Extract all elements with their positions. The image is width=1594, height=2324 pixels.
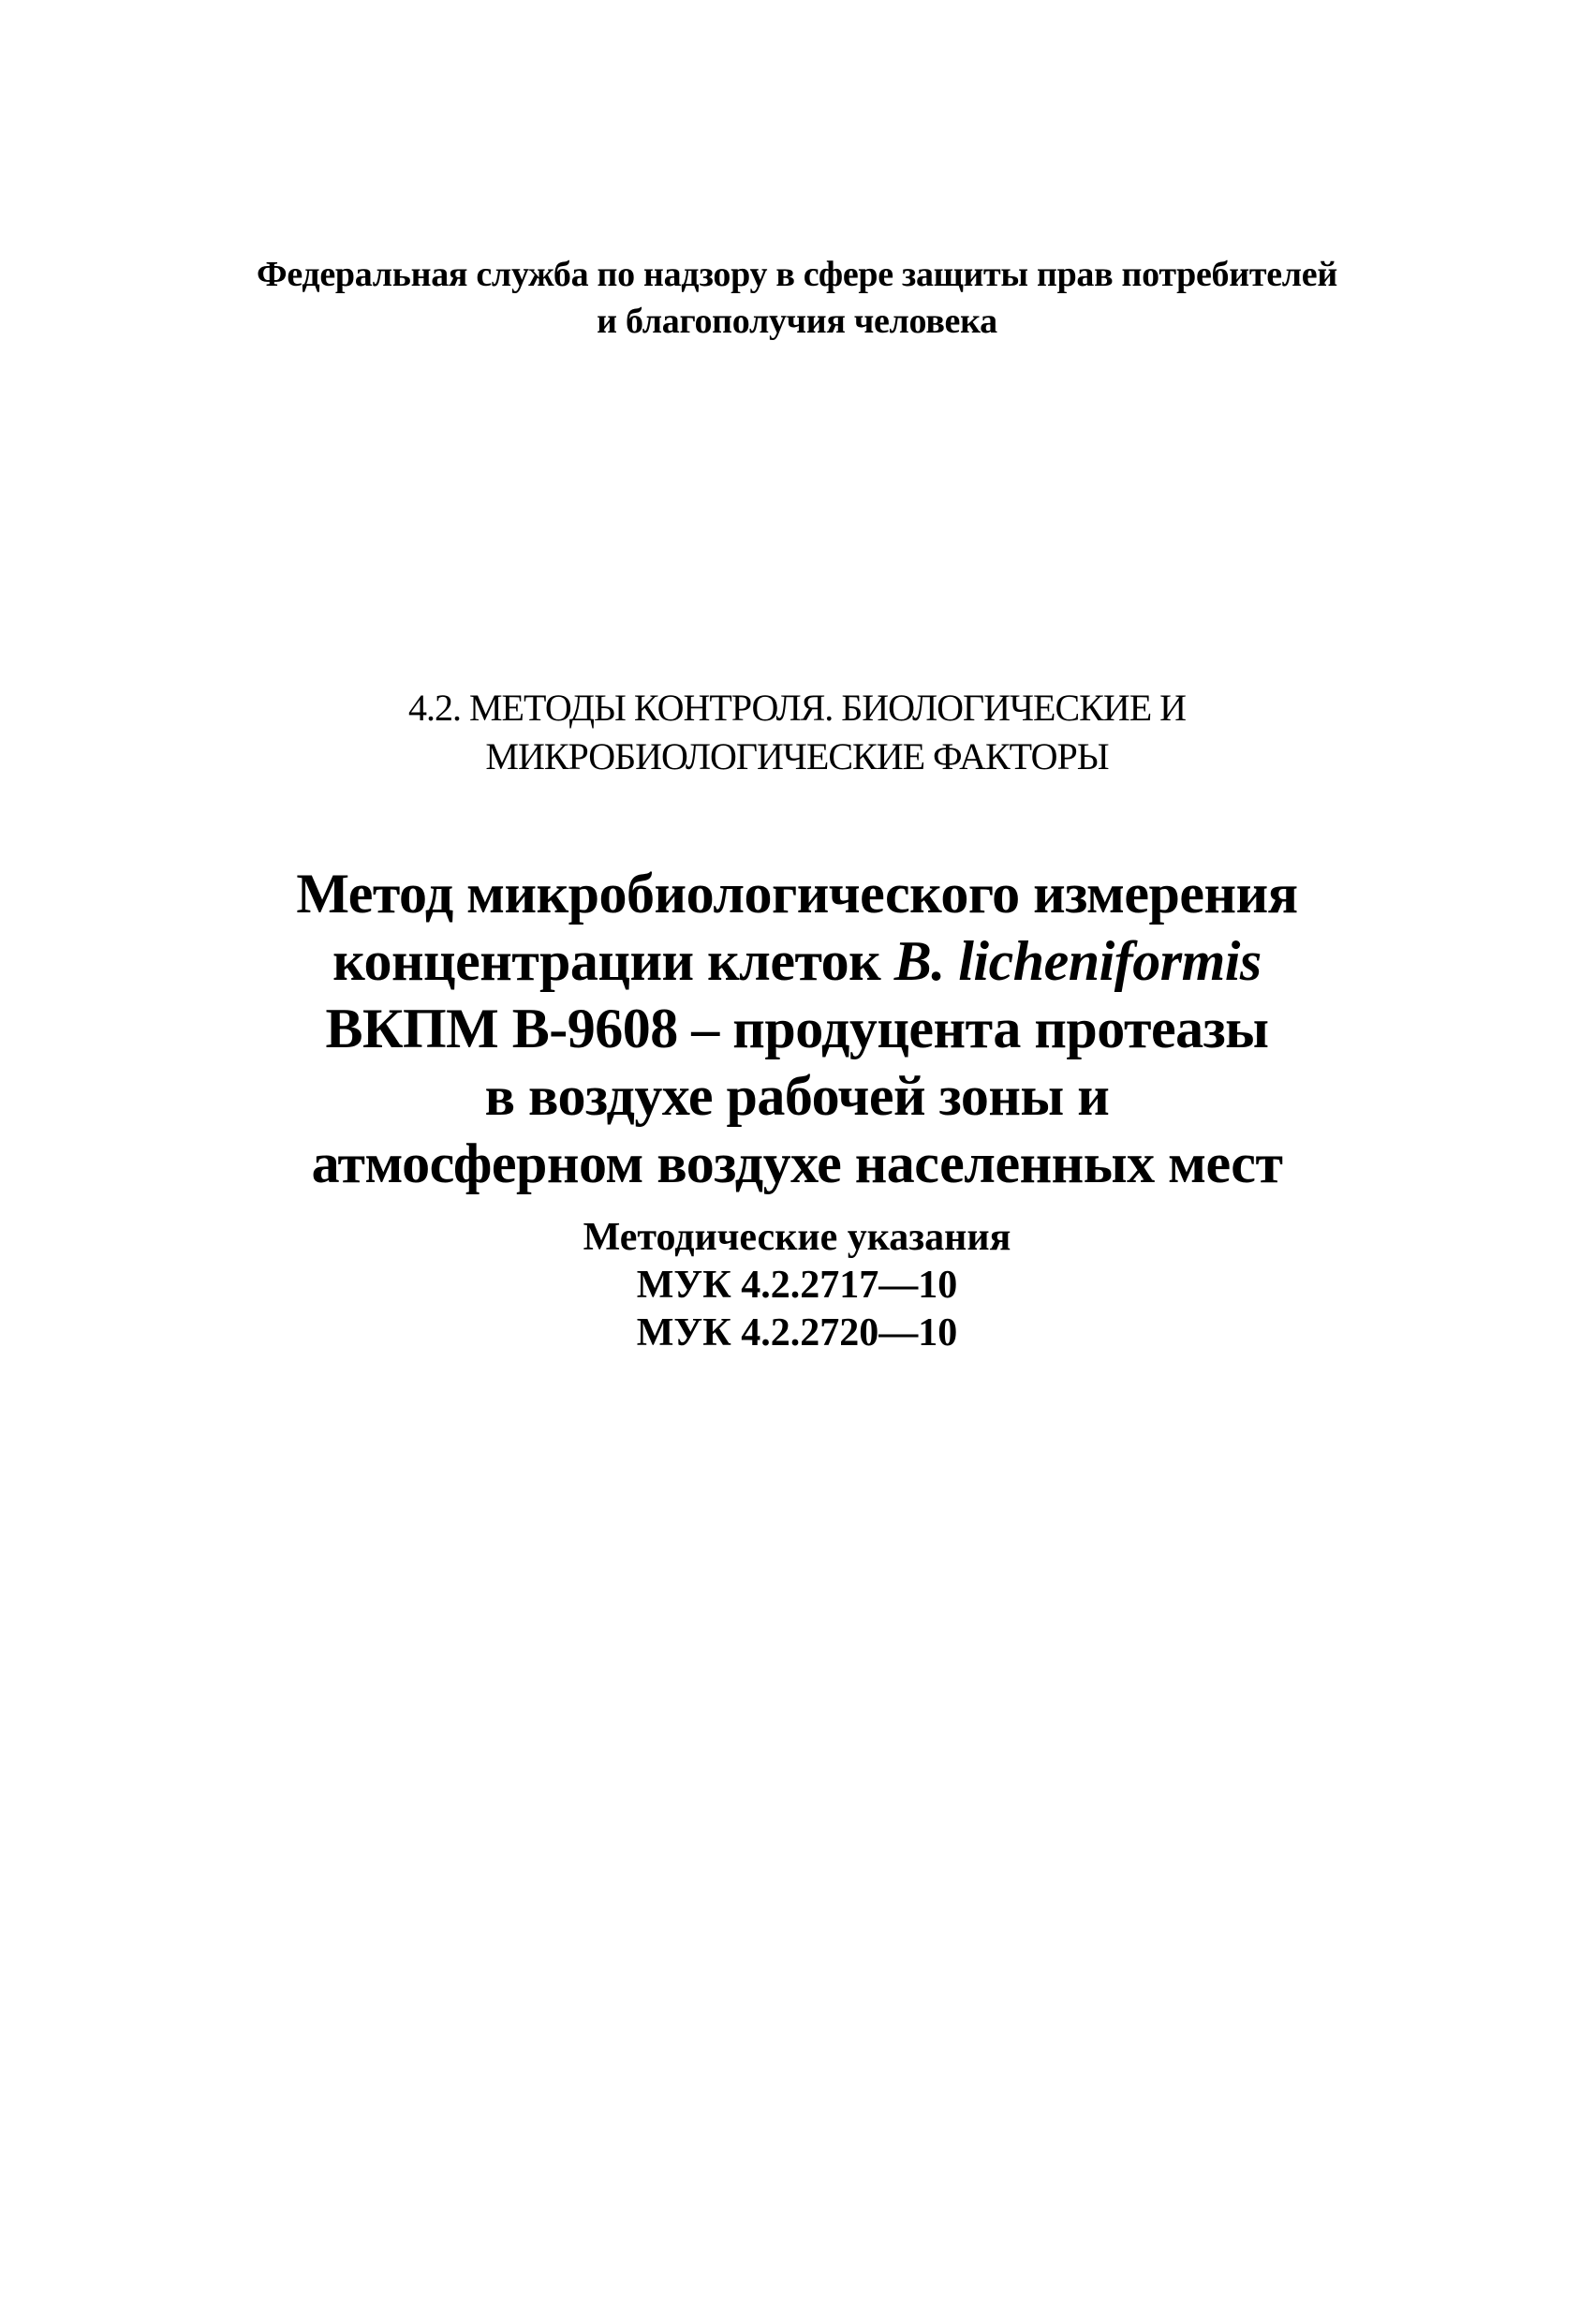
title-line-5: атмосферном воздухе населенных мест (311, 1132, 1283, 1194)
title-line-2 (0, 927, 1594, 995)
section-heading-line-2: МИКРОБИОЛОГИЧЕСКИЕ ФАКТОРЫ (485, 735, 1109, 777)
title-line-2-prefix: концентрации клеток (332, 930, 894, 992)
title-line-4: в воздухе рабочей зоны и (484, 1065, 1110, 1127)
section-heading (0, 684, 1594, 781)
section-heading-line-1: 4.2. МЕТОДЫ КОНТРОЛЯ. БИОЛОГИЧЕСКИЕ И (407, 687, 1187, 729)
document-subtitle (0, 1214, 1594, 1357)
document-code-2: МУК 4.2.2720—10 (636, 1311, 958, 1354)
agency-header (0, 251, 1594, 345)
agency-name-line-1: Федеральная служба по надзору в сфере защиты прав потребителей (257, 255, 1337, 294)
species-name: B. licheniformis (893, 930, 1262, 992)
document-code-1: МУК 4.2.2717—10 (636, 1264, 958, 1307)
title-line-1: Метод микробиологического измерения (296, 863, 1298, 925)
document-title (0, 860, 1594, 1197)
document-type: Методические указания (583, 1216, 1011, 1259)
title-line-3: ВКПМ В-9608 – продуцента протеазы (325, 998, 1269, 1059)
agency-name-line-2: и благополучия человека (597, 302, 997, 341)
